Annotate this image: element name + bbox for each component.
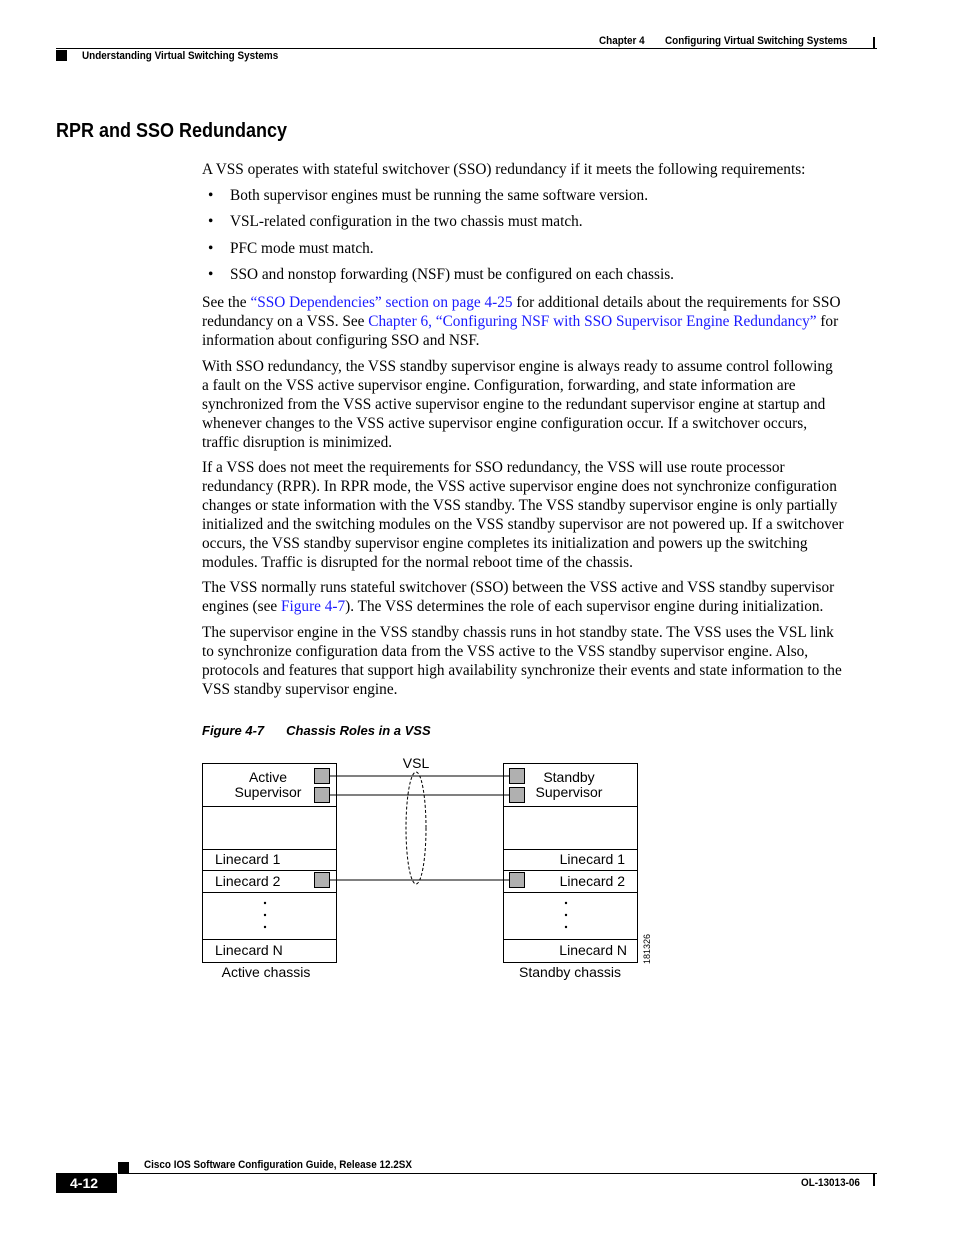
ellipsis-dot: [264, 902, 266, 904]
paragraph-line: to synchronize configuration data from the VSS active to the VSS standby supervisor engine. Also,: [202, 643, 809, 660]
chapter6-link[interactable]: Chapter 6, “Configuring NSF with SSO Supervisor Engine Redundancy”: [368, 313, 817, 330]
page-number: 4-12: [56, 1173, 117, 1193]
sso-dependencies-link[interactable]: “SSO Dependencies” section on page 4-25: [250, 294, 513, 311]
active-sup-label-2: Supervisor: [234, 784, 302, 800]
paragraph-line: initialized and the switching modules on the VSS standby supervisor are not powered up. If a switchover: [202, 516, 844, 533]
bullet-dot: •: [208, 240, 214, 257]
figure-title: Chassis Roles in a VSS: [286, 723, 431, 738]
see-prefix: See the: [202, 294, 251, 311]
paragraph-line: With SSO redundancy, the VSS standby supervisor engine is always ready to assume control following: [202, 358, 833, 375]
figure-4-7-link[interactable]: Figure 4-7: [281, 598, 346, 615]
paragraph-line: changes or state information with the VSS standby. The VSS standby supervisor engine is only partially: [202, 497, 838, 514]
bullet-item: SSO and nonstop forwarding (NSF) must be configured on each chassis.: [230, 266, 674, 283]
paragraph-line: a fault on the VSS active supervisor engine. Configuration, forwarding, and state information are: [202, 377, 796, 394]
section-title: RPR and SSO Redundancy: [56, 120, 288, 142]
bullet-item: VSL-related configuration in the two chassis must match.: [230, 213, 583, 230]
paragraph-line: protocols and features that support high availability synchronize their events and state information to the: [202, 662, 842, 679]
active-chassis: [203, 764, 337, 981]
intro-paragraph: A VSS operates with stateful switchover (SSO) redundancy if it meets the following requirements:: [202, 161, 806, 178]
paragraph-line: synchronized from the VSS active supervisor engine to the redundant supervisor engine at startup and: [202, 396, 826, 413]
active-linecard-n: Linecard N: [215, 942, 283, 958]
figure-id: 181326: [642, 933, 652, 964]
port-square: [315, 769, 330, 784]
bullet-item: Both supervisor engines must be running the same software version.: [230, 187, 649, 204]
port-square: [510, 873, 525, 888]
standby-chassis: [504, 764, 638, 981]
see-line2-suffix: for: [816, 313, 839, 330]
header-chapter-title: Configuring Virtual Switching Systems: [665, 35, 848, 47]
header-chapter: Chapter 4: [599, 35, 645, 47]
footer-right-tick: [873, 1174, 875, 1186]
standby-chassis-caption: Standby chassis: [519, 964, 621, 980]
paragraph-line: If a VSS does not meet the requirements for SSO redundancy, the VSS will use route processor: [202, 459, 785, 476]
see-mid: for additional details about the requirements for SSO: [512, 294, 841, 311]
paragraph-line: modules. Traffic is disrupted for the normal reboot time of the chassis.: [202, 554, 633, 571]
bullet-dot: •: [208, 213, 214, 230]
port-square: [315, 788, 330, 803]
footer-rule: [118, 1173, 877, 1174]
port-square: [510, 788, 525, 803]
active-linecard-2: Linecard 2: [215, 873, 281, 889]
ellipsis-dot: [565, 926, 567, 928]
paragraph-line: The supervisor engine in the VSS standby chassis runs in hot standby state. The VSS uses the VSL link: [202, 624, 834, 641]
vsl-bundle-ellipse: [406, 772, 426, 884]
active-sup-label-1: Active: [248, 769, 288, 785]
standby-linecard-1: Linecard 1: [559, 851, 625, 867]
ellipsis-dot: [264, 926, 266, 928]
bullet-dot: •: [208, 187, 214, 204]
port-square: [315, 873, 330, 888]
see-line2-prefix: redundancy on a VSS. See: [202, 313, 369, 330]
standby-sup-label-1: Standby: [543, 769, 595, 785]
header-section: Understanding Virtual Switching Systems: [82, 50, 279, 62]
normal-line2-prefix: engines (see: [202, 598, 282, 615]
footer-doc-number: OL-13013-06: [801, 1177, 860, 1189]
ellipsis-dot: [565, 914, 567, 916]
bullet-dot: •: [208, 266, 214, 283]
normal-line2-suffix: ). The VSS determines the role of each supervisor engine during initialization.: [345, 598, 824, 615]
paragraph-line: whenever changes to the VSS active supervisor engine configuration occur. If a switchover occurs,: [202, 415, 808, 432]
standby-sup-label-2: Supervisor: [535, 784, 603, 800]
see-line-3: information about configuring SSO and NSF.: [202, 332, 480, 349]
footer-guide-title: Cisco IOS Software Configuration Guide, Release 12.2SX: [144, 1159, 412, 1171]
ellipsis-dot: [565, 902, 567, 904]
paragraph-line: occurs, the VSS standby supervisor engine completes its initialization and powers up the switching: [202, 535, 808, 552]
paragraph-line: redundancy (RPR). In RPR mode, the VSS active supervisor engine does not synchronize configuration: [202, 478, 837, 495]
vsl-label: VSL: [402, 755, 430, 771]
figure-number: Figure 4-7: [202, 723, 265, 738]
standby-linecard-2: Linecard 2: [559, 873, 625, 889]
active-linecard-1: Linecard 1: [215, 851, 281, 867]
paragraph-line: The VSS normally runs stateful switchover (SSO) between the VSS active and VSS standby supervisor: [202, 579, 835, 596]
standby-linecard-n: Linecard N: [559, 942, 627, 958]
ellipsis-dot: [264, 914, 266, 916]
bullet-item: PFC mode must match.: [230, 240, 374, 257]
active-chassis-caption: Active chassis: [221, 964, 311, 980]
paragraph-line: traffic disruption is minimized.: [202, 434, 393, 451]
footer-left-marker: [118, 1162, 129, 1173]
paragraph-line: VSS standby supervisor engine.: [202, 681, 398, 698]
port-square: [510, 769, 525, 784]
